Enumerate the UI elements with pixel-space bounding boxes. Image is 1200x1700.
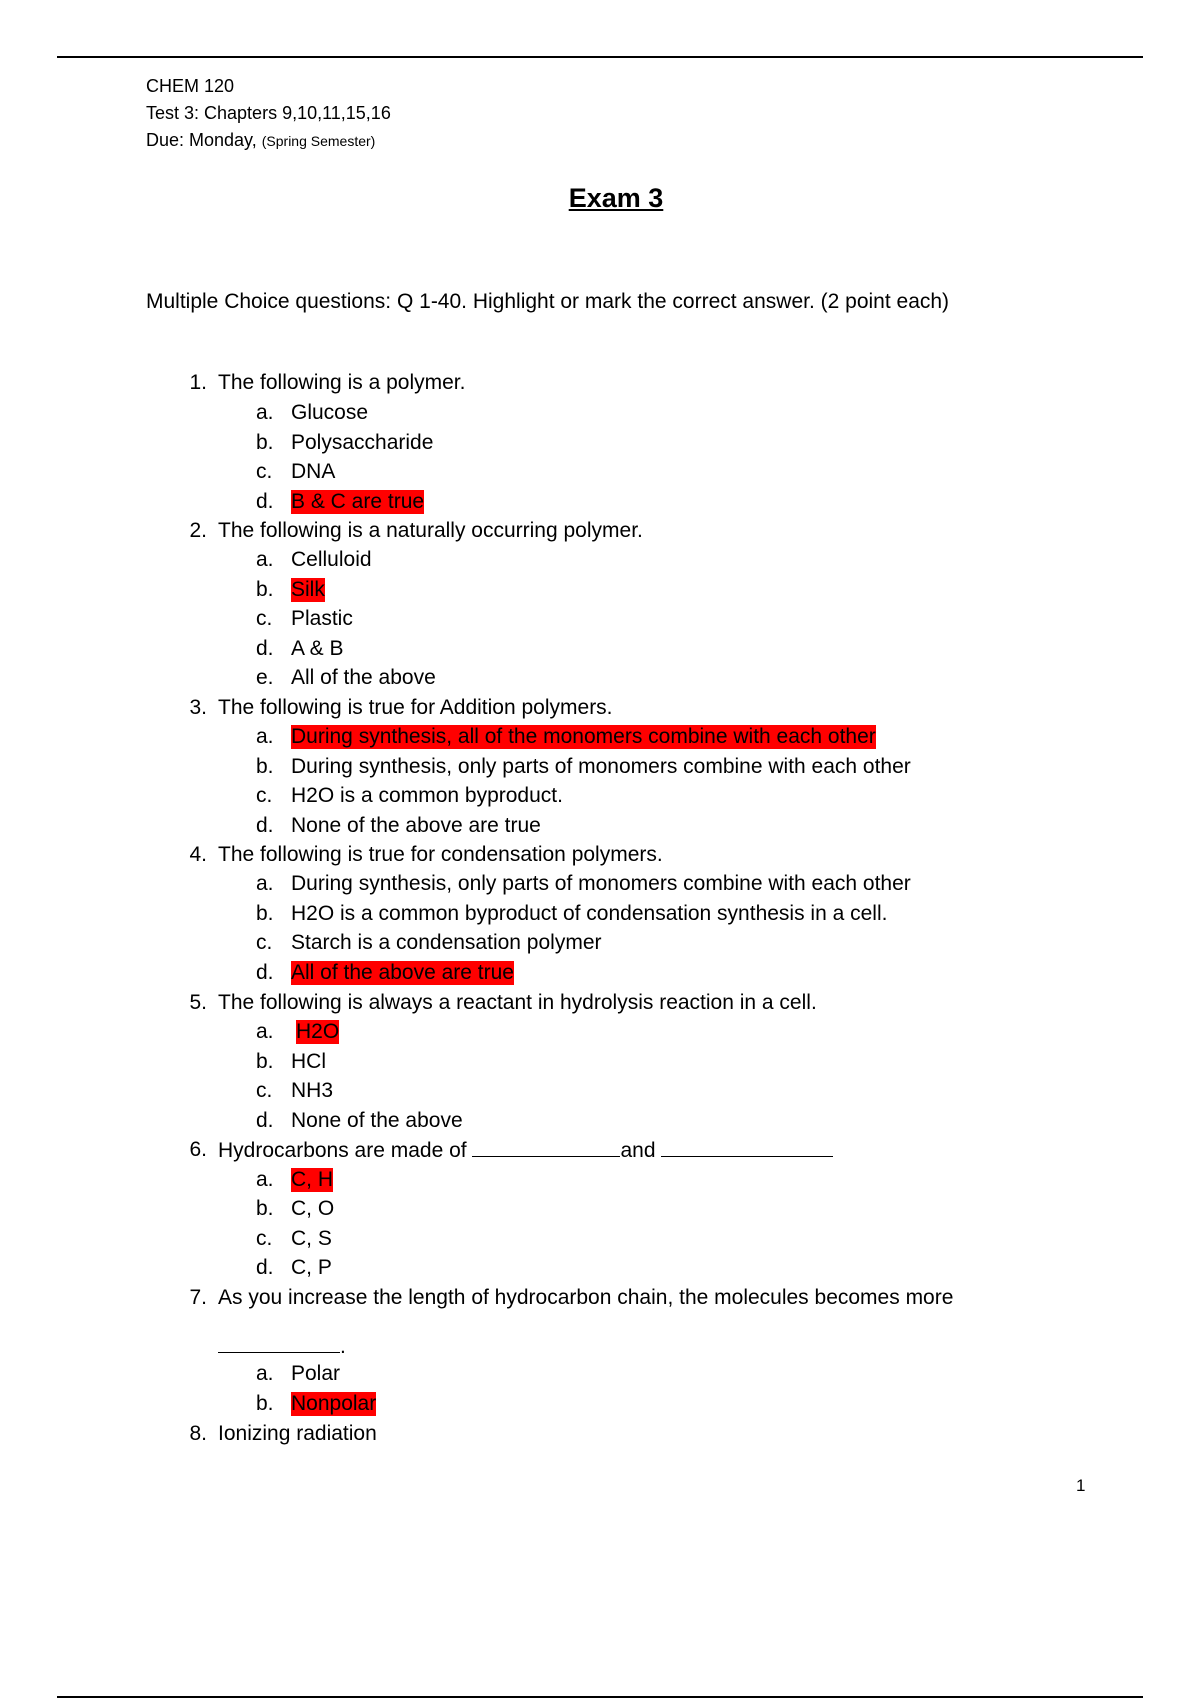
option-letter: a. xyxy=(256,725,274,748)
option-letter: a. xyxy=(256,1362,274,1385)
due-line xyxy=(146,127,391,155)
option-letter: b. xyxy=(256,755,274,778)
document-header xyxy=(146,73,391,155)
option-letter: c. xyxy=(256,784,273,807)
question-text: Ionizing radiation xyxy=(218,1422,377,1445)
question-text-mid: and xyxy=(620,1139,656,1162)
option-letter: d. xyxy=(256,961,274,984)
question-number: 3. xyxy=(189,696,207,719)
option-letter: d. xyxy=(256,1256,274,1279)
page-number: 1 xyxy=(1076,1476,1086,1495)
option-text: NH3 xyxy=(291,1079,334,1102)
option-letter: c. xyxy=(256,1227,273,1250)
highlighted-answer: C, H xyxy=(291,1168,333,1191)
question-text: As you increase the length of hydrocarbon chain, the molecules becomes more xyxy=(218,1286,954,1309)
question-number: 7. xyxy=(189,1286,207,1309)
option-letter: d. xyxy=(256,490,274,513)
option-letter: c. xyxy=(256,931,273,954)
option-text: Polysaccharide xyxy=(291,431,434,454)
option-text: DNA xyxy=(291,460,336,483)
option-text: H2O is a common byproduct. xyxy=(291,784,563,807)
answer-blank[interactable] xyxy=(218,1334,340,1353)
question-text-row xyxy=(218,1138,833,1163)
question-text: The following is true for Addition polymers. xyxy=(218,696,613,719)
option-text: HCl xyxy=(291,1050,326,1073)
option-letter: d. xyxy=(256,637,274,660)
question-text: The following is true for condensation polymers. xyxy=(218,843,663,866)
bottom-rule xyxy=(57,1696,1143,1698)
option-letter: d. xyxy=(256,1109,274,1132)
option-text: Starch is a condensation polymer xyxy=(291,931,602,954)
option-text: None of the above xyxy=(291,1109,463,1132)
option-text: During synthesis, only parts of monomers combine with each other xyxy=(291,755,911,778)
option-text: Plastic xyxy=(291,607,353,630)
option-text: During synthesis, only parts of monomers combine with each other xyxy=(291,872,911,895)
option-letter: a. xyxy=(256,1168,274,1191)
semester: (Spring Semester) xyxy=(261,133,376,149)
option-text: H2O is a common byproduct of condensation synthesis in a cell. xyxy=(291,902,888,925)
option-letter: b. xyxy=(256,431,274,454)
highlighted-answer: All of the above are true xyxy=(291,961,514,984)
option-letter: a. xyxy=(256,401,274,424)
option-text: Glucose xyxy=(291,401,369,424)
option-letter: a. xyxy=(256,872,274,895)
highlighted-answer: Nonpolar xyxy=(291,1392,377,1415)
option-letter: c. xyxy=(256,460,273,483)
option-letter: c. xyxy=(256,1079,273,1102)
answer-blank[interactable] xyxy=(472,1138,620,1157)
question-number: 2. xyxy=(189,519,207,542)
test-chapters: Test 3: Chapters 9,10,11,15,16 xyxy=(146,103,391,123)
option-letter: b. xyxy=(256,578,274,601)
question-text: The following is always a reactant in hydrolysis reaction in a cell. xyxy=(218,991,817,1014)
exam-title: Exam 3 xyxy=(568,183,664,213)
option-text: All of the above xyxy=(291,666,436,689)
highlighted-answer: During synthesis, all of the monomers combine with each other xyxy=(291,725,876,748)
option-letter: b. xyxy=(256,1197,274,1220)
option-text: None of the above are true xyxy=(291,814,541,837)
question-text: The following is a naturally occurring polymer. xyxy=(218,519,643,542)
option-letter: b. xyxy=(256,902,274,925)
highlighted-answer: H2O xyxy=(296,1020,340,1043)
option-text: C, O xyxy=(291,1197,335,1220)
top-rule xyxy=(57,56,1143,58)
question-number: 6. xyxy=(189,1138,207,1161)
question-text: The following is a polymer. xyxy=(218,371,466,394)
option-text: Celluloid xyxy=(291,548,372,571)
option-text: Polar xyxy=(291,1362,341,1385)
option-text: A & B xyxy=(291,637,344,660)
instructions: Multiple Choice questions: Q 1-40. Highlight or mark the correct answer. (2 point each) xyxy=(146,290,950,313)
question-number: 8. xyxy=(189,1422,207,1445)
option-text: C, S xyxy=(291,1227,332,1250)
option-letter: b. xyxy=(256,1050,274,1073)
question-number: 1. xyxy=(189,371,207,394)
option-letter: d. xyxy=(256,814,274,837)
question-text: Hydrocarbons are made of xyxy=(218,1139,467,1162)
option-letter: a. xyxy=(256,548,274,571)
answer-blank[interactable] xyxy=(661,1138,833,1157)
highlighted-answer: B & C are true xyxy=(291,490,425,513)
question-number: 4. xyxy=(189,843,207,866)
due-date: Due: Monday, xyxy=(146,130,257,150)
option-letter: b. xyxy=(256,1392,274,1415)
question-text-end: . xyxy=(340,1335,346,1358)
highlighted-answer: Silk xyxy=(291,578,325,601)
option-letter: a. xyxy=(256,1020,274,1043)
option-text: C, P xyxy=(291,1256,332,1279)
question-number: 5. xyxy=(189,991,207,1014)
course-name: CHEM 120 xyxy=(146,76,235,96)
option-letter: c. xyxy=(256,607,273,630)
option-letter: e. xyxy=(256,666,274,689)
